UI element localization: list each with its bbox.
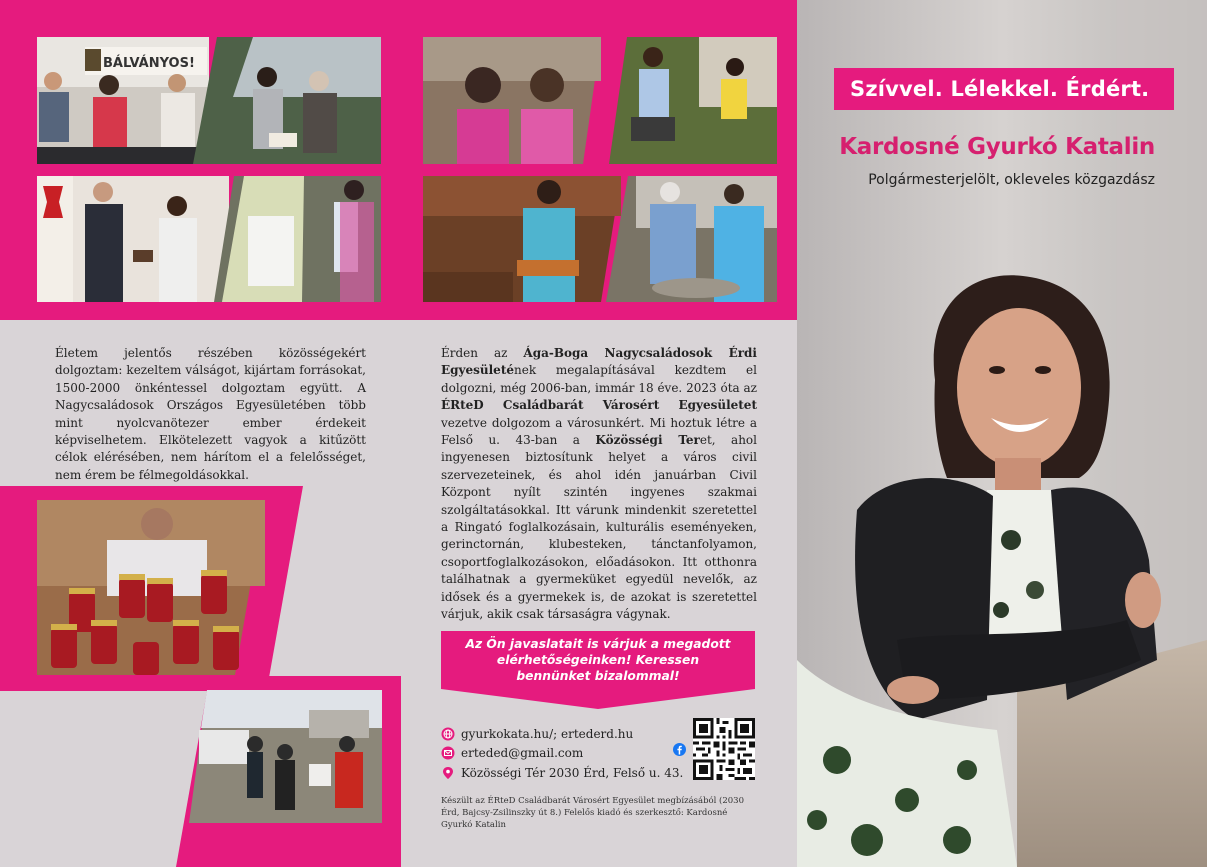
- photo-soup-serving: [606, 176, 777, 302]
- middle-bold-3: Közösségi Ter: [595, 433, 700, 448]
- photo-street-distribution: [189, 690, 382, 823]
- left-paragraph: Életem jelentős részében közösségekért dolgoztam: kezeltem válságot, kijártam forrásokat, 1500-2000 önkéntessel dolgoztam együtt. A Nagycsaládosok Országos Egyesületében több mint nyolcvanötezer ember érdekeit képviselhetem. Elkötelezett vagyok a kitűzött célok elérésében, nem hárítom el a felelősséget, nem érem be félmegoldásokkal.: [55, 346, 366, 482]
- photo-podium-talk: [37, 37, 209, 164]
- middle-text-1: Érden az: [441, 346, 524, 360]
- globe-icon: [441, 727, 455, 741]
- middle-text-4: et, ahol ingyenesen biztosítunk helyet a város civil szervezeteinek, és ahol idén januárban Civil Központ nyílt szintén ingyenes szakmai szolgáltatásokkal. Itt várunk mindenkit szeretettel a Ringató foglalkozásain, kulturális eseményeken, gerinctornán, klubesteken, tánctanfolyamon, csoportfoglalkozásokon, előadásokon. Itt otthonra találhatnak a gyermeküket egyedül nevelők, az idősek és a gyermekek is, de azokat is szeretettel várjuk, akik csak társaságra vágynak.: [441, 433, 757, 622]
- contact-email-text[interactable]: erteded@gmail.com: [461, 746, 584, 760]
- imprint-text: Készült az ÉRteD Családbarát Városért Egyesület megbízásából (2030 Érd, Bajcsy-Zsilinszky út 8.) Felelős kiadó és szerkesztő: Kardosné Gyurkó Katalin: [441, 796, 744, 830]
- middle-bold-2: ÉRteD Családbarát Városért Egyesületet: [441, 398, 757, 413]
- candidate-name: Kardosné Gyurkó Katalin: [839, 134, 1155, 160]
- call-to-action-banner: [441, 631, 755, 689]
- right-panel: [797, 0, 1207, 867]
- middle-text-3: vezetve dolgozom a városunkért. Mi hoztuk létre a Felső u. 43-ban a: [441, 415, 757, 448]
- photo-donation-handover: [37, 176, 229, 302]
- candidate-role: Polgármesterjelölt, okleveles közgazdász: [868, 172, 1155, 188]
- photo-outdoor-food: [193, 37, 381, 164]
- photo-crate-walk: [609, 37, 777, 164]
- contact-web[interactable]: [441, 727, 633, 741]
- facebook-icon[interactable]: [673, 743, 686, 756]
- left-panel: [0, 0, 401, 867]
- location-pin-icon: [441, 766, 455, 780]
- contact-email[interactable]: [441, 746, 583, 760]
- middle-bold-1: Ága-Boga Nagycsaládosok Érdi Egyesületé: [441, 346, 757, 378]
- photo-kitchen-cooking: [423, 176, 621, 302]
- cta-arrow: [441, 689, 755, 709]
- qr-code[interactable]: [693, 718, 755, 780]
- contact-address: [441, 766, 683, 780]
- email-icon: [441, 746, 455, 760]
- cta-line-1: Az Ön javaslatait is várjuk a megadott: [465, 637, 731, 651]
- photo-jars: [37, 500, 265, 675]
- middle-text-2: nek megalapításával kezdtem el dolgozni, még 2006-ban, immár 18 éve. 2023 óta az: [441, 363, 757, 395]
- photo-van-supplies: [214, 176, 381, 302]
- contact-address-text: Közösségi Tér 2030 Érd, Felső u. 43.: [461, 766, 684, 780]
- cta-line-3: bennünket bizalommal!: [516, 669, 680, 683]
- cta-line-2: elérhetőségeinken! Keressen: [496, 653, 700, 667]
- candidate-portrait: [797, 0, 1207, 867]
- slogan-banner: Szívvel. Lélekkel. Érdért.: [834, 68, 1174, 110]
- photo-two-women-hearts: [423, 37, 601, 164]
- middle-paragraph: [441, 345, 757, 624]
- contact-web-text[interactable]: gyurkokata.hu/; ertederd.hu: [461, 727, 634, 741]
- photo-sign-text: BÁLVÁNYOS!: [103, 56, 195, 71]
